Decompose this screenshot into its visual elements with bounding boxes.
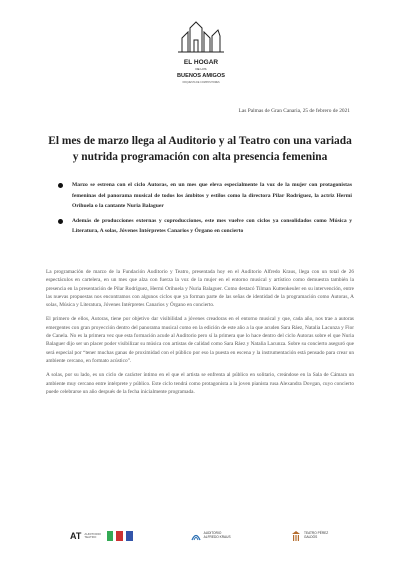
highlight-text: Además de producciones externas y coproducciones, este mes vuelve con ciclos ya consolidados como Música y Literatura, A solas, Jóvenes Intérpretes Canarios y Órgano en concierto [72,217,352,235]
at-logo-text: AT [70,531,82,541]
alfredo-kraus-logo [191,530,234,542]
press-headline: El mes de marzo llega al Auditorio y al Teatro con una variada y nutrida programación con alta presencia femenina [48,135,352,163]
alfredo-kraus-text: AUDITORIO ALFREDO KRAUS [203,531,231,539]
at-logo-sub: AUDITORIO TEATRO [84,531,101,539]
institutional-shields-icon [107,530,133,542]
bullet-icon [58,183,63,188]
footer-logos [70,526,330,546]
article-body [46,268,354,402]
perez-galdos-logo [291,530,330,542]
highlight-item [58,180,352,212]
perez-galdos-text: TEATRO PÉREZ GALDÓS [304,531,329,539]
logo-line1: EL HOGAR [183,59,219,66]
organization-logo [174,18,228,92]
body-paragraph: La programación de marzo de la Fundación Auditorio y Teatro, presentada hoy en el Auditorio Alfredo Kraus, llega con un total de 26 espectáculos en cartelera, en un mes que alza con fuerza la voz de la mujer en el entorno musical y artístico como demuestra también la presencia en la presentación de Pilar Rodríguez, Hermi Orihuela y Nuria Balaguer. Como destacó Tilman Kuttenkeuler en su intervención, entre las nuevas propuestas nos encontramos con algunos ciclos que ya forman parte de las señas de identidad de la programación como Autoras, A solas, Música y Literatura, Jóvenes Intérpretes Canarios y Órgano en concierto. [46,269,354,309]
auditorium-wave-icon [191,530,201,542]
logo-line3: BUENOS AMIGOS [177,73,225,79]
dateline: Las Palmas de Gran Canaria, 25 de febrero de 2021 [238,108,350,114]
auditorio-teatro-logo [70,530,133,542]
body-paragraph: El primero de ellos, Autoras, tiene por objetivo dar visibilidad a jóvenes creadoras en el entorno musical y que, cada año, nos trae a autoras emergentes con gran proyección dentro del panorama musical como en la edición de este año a la que acuden Sara Ráez, Natalia Lacunza y Flor de Canela. No es la primera vez que esta formación acude al Auditorio pero sí la primera que lo hace dentro del ciclo Autoras sobre el que Nuria Balaguer dijo ser un placer poder visibilizar su música con artistas de calidad como Sara Ráez y Natalia Lacunza. Sobre su concierto aseguró que será especial por “tener muchas ganas de proximidad con el público por eso la puesta en escena y la instrumentación está pensado para crear un ambiente cercano, en formato acústico”. [46,316,354,364]
theatre-facade-icon [291,530,301,542]
highlights-list [58,180,352,241]
logo-line2: DE LOS [195,67,207,71]
logo-tagline: ORQUESTA DE COMPOSITORES [182,81,220,84]
highlight-item [58,216,352,237]
bullet-icon [58,219,63,224]
highlight-text: Marzo se estrena con el ciclo Autoras, en un mes que eleva especialmente la voz de la mujer con protagonistas femeninas del panorama musical de todos los ámbitos y estilos como la directora Pilar Rodríguez, la actriz Hermi Orihuela o la cantante Nuria Balaguer [72,182,352,210]
body-paragraph: A solas, por su lado, es un ciclo de carácter íntimo en el que el artista se enfrenta al público en solitario, creándose en la Sala de Cámara un ambiente muy cercano entre intérprete y público. Este ciclo tendrá como protagonista a la joven pianista rusa Alexandra Dovgan, cuyo concierto puede celebrarse un año después de la fecha inicialmente programada. [46,372,354,395]
